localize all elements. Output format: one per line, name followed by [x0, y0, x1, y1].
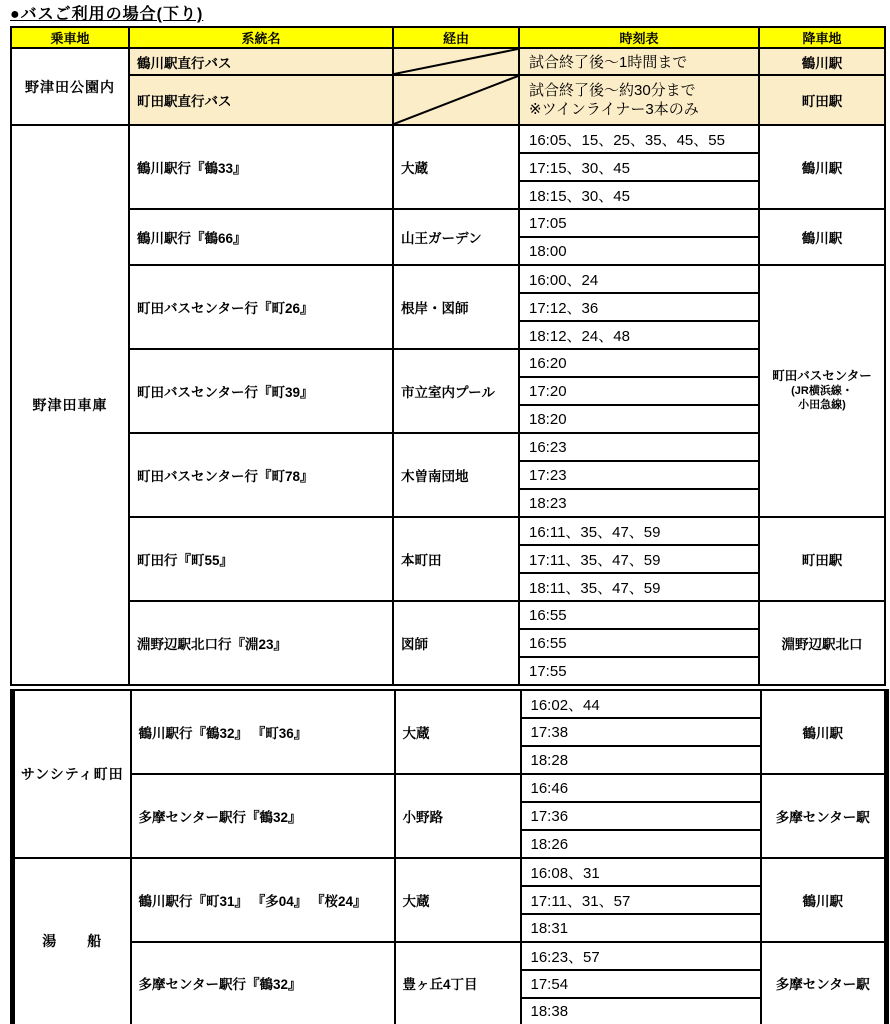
timetable-note: ※ツインライナー3本のみ [529, 101, 699, 118]
route-name-cell: 鶴川駅行『鶴66』 [129, 209, 393, 265]
bus-table-lower [10, 689, 889, 1024]
via-cell: 市立室内プール [393, 349, 519, 433]
alighting-cell: 淵野辺駅北口 [759, 601, 885, 685]
boarding-cell: 湯 船 [13, 858, 131, 1024]
timetable-cell: 16:08、31 [521, 858, 761, 886]
col-header-boarding: 乗車地 [11, 27, 129, 48]
table-row [13, 774, 887, 802]
alighting-sub: 小田急線) [798, 398, 846, 411]
boarding-cell: サンシティ町田 [13, 690, 131, 858]
timetable-cell: 16:00、24 [519, 265, 759, 293]
timetable-cell: 18:31 [521, 914, 761, 942]
timetable-cell: 17:05 [519, 209, 759, 237]
via-cell [393, 48, 519, 75]
timetable-cell: 18:12、24、48 [519, 321, 759, 349]
boarding-cell: 野津田公園内 [11, 48, 129, 125]
alighting-cell: 町田駅 [759, 517, 885, 601]
via-cell: 山王ガーデン [393, 209, 519, 265]
via-cell: 大蔵 [393, 125, 519, 209]
table-row [11, 209, 885, 237]
header-row [11, 27, 885, 48]
timetable-cell: 試合終了後～1時間まで [519, 48, 759, 75]
alighting-cell: 多摩センター駅 [761, 942, 887, 1024]
route-name-cell: 鶴川駅行『鶴32』 『町36』 [131, 690, 395, 774]
route-name-cell: 町田行『町55』 [129, 517, 393, 601]
timetable-cell: 16:55 [519, 601, 759, 629]
table-row [13, 942, 887, 970]
via-cell: 大蔵 [395, 858, 521, 942]
timetable-cell: 17:11、35、47、59 [519, 545, 759, 573]
route-name-cell: 町田駅直行バス [129, 75, 393, 125]
timetable-cell: 16:55 [519, 629, 759, 657]
col-header-timetable: 時刻表 [519, 27, 759, 48]
timetable-cell: 17:12、36 [519, 293, 759, 321]
route-name-cell: 鶴川駅行『鶴33』 [129, 125, 393, 209]
timetable-cell: 18:23 [519, 489, 759, 517]
table-row [13, 858, 887, 886]
table-row [11, 517, 885, 545]
timetable-cell: 18:28 [521, 746, 761, 774]
route-name-cell: 多摩センター駅行『鶴32』 [131, 774, 395, 858]
timetable-cell: 17:55 [519, 657, 759, 685]
via-cell: 大蔵 [395, 690, 521, 774]
timetable-cell: 16:20 [519, 349, 759, 377]
via-cell: 小野路 [395, 774, 521, 858]
timetable-cell: 16:23 [519, 433, 759, 461]
timetable-cell: 18:00 [519, 237, 759, 265]
route-name-cell: 鶴川駅行『町31』 『多04』 『桜24』 [131, 858, 395, 942]
col-header-alighting: 降車地 [759, 27, 885, 48]
table-row [11, 433, 885, 461]
bus-table-upper [10, 26, 886, 686]
diagonal-slash [394, 49, 518, 74]
alighting-cell: 鶴川駅 [761, 858, 887, 942]
table-row [11, 125, 885, 153]
timetable-cell: 16:02、44 [521, 690, 761, 718]
timetable-cell: 18:11、35、47、59 [519, 573, 759, 601]
col-header-route: 系統名 [129, 27, 393, 48]
table-row [11, 265, 885, 293]
table-row [11, 601, 885, 629]
alighting-cell: 鶴川駅 [759, 209, 885, 265]
table-row [11, 48, 885, 75]
route-name-cell: 多摩センター駅行『鶴32』 [131, 942, 395, 1024]
via-cell: 根岸・図師 [393, 265, 519, 349]
timetable-cell: 16:46 [521, 774, 761, 802]
via-cell: 本町田 [393, 517, 519, 601]
table-row [11, 75, 885, 125]
route-name-cell: 鶴川駅直行バス [129, 48, 393, 75]
table-row [11, 349, 885, 377]
alighting-cell: 鶴川駅 [759, 125, 885, 209]
timetable-cell: 16:05、15、25、35、45、55 [519, 125, 759, 153]
timetable-cell: 16:23、57 [521, 942, 761, 970]
alighting-cell: 鶴川駅 [759, 48, 885, 75]
via-cell: 図師 [393, 601, 519, 685]
boarding-cell: 野津田車庫 [11, 125, 129, 685]
timetable-cell: 18:20 [519, 405, 759, 433]
alighting-cell: 町田駅 [759, 75, 885, 125]
alighting-main: 町田バスセンター [772, 369, 872, 384]
timetable-cell [519, 75, 759, 125]
timetable-cell: 18:15、30、45 [519, 181, 759, 209]
timetable-cell: 17:23 [519, 461, 759, 489]
page-title: ●バスご利用の場合(下り) [10, 6, 204, 23]
route-name-cell: 町田バスセンター行『町39』 [129, 349, 393, 433]
route-name-cell: 淵野辺駅北口行『淵23』 [129, 601, 393, 685]
alighting-cell-shared [759, 265, 885, 517]
table-row [13, 690, 887, 718]
route-name-cell: 町田バスセンター行『町78』 [129, 433, 393, 517]
timetable-line: 試合終了後～約30分まで [529, 81, 696, 99]
timetable-cell: 17:15、30、45 [519, 153, 759, 181]
timetable-cell: 16:11、35、47、59 [519, 517, 759, 545]
route-name-cell: 町田バスセンター行『町26』 [129, 265, 393, 349]
via-cell: 木曽南団地 [393, 433, 519, 517]
timetable-cell: 17:54 [521, 970, 761, 998]
alighting-cell: 多摩センター駅 [761, 774, 887, 858]
alighting-sub: (JR横浜線・ [791, 385, 853, 398]
timetable-cell: 17:20 [519, 377, 759, 405]
diagonal-slash [394, 76, 518, 124]
col-header-via: 経由 [393, 27, 519, 48]
timetable-cell: 17:11、31、57 [521, 886, 761, 914]
via-cell: 豊ヶ丘4丁目 [395, 942, 521, 1024]
timetable-cell: 18:38 [521, 998, 761, 1024]
timetable-cell: 17:38 [521, 718, 761, 746]
timetable-cell: 17:36 [521, 802, 761, 830]
via-cell [393, 75, 519, 125]
alighting-cell: 鶴川駅 [761, 690, 887, 774]
timetable-cell: 18:26 [521, 830, 761, 858]
